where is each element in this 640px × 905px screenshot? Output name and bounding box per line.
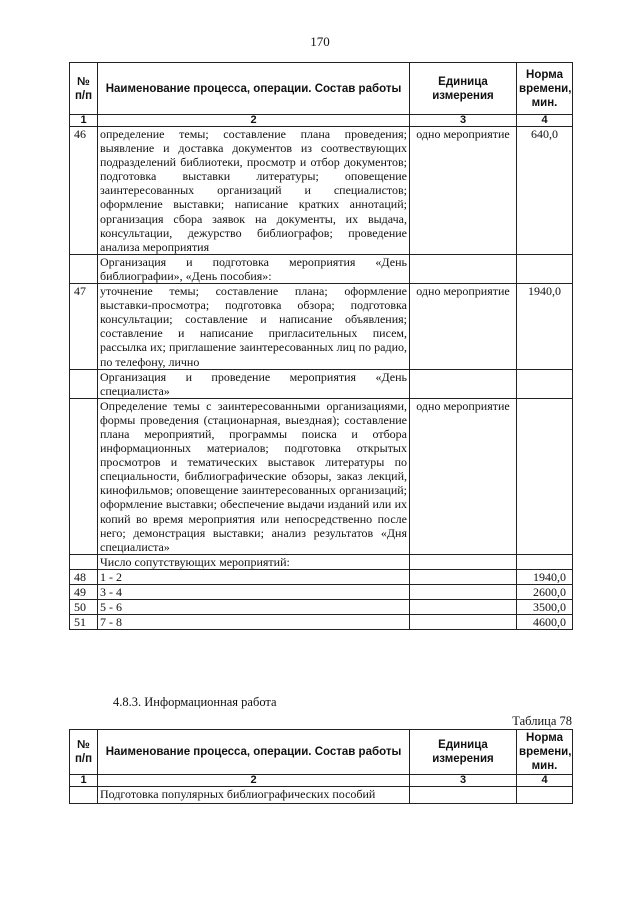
section-heading-specialist: Организация и проведение мероприятия «День специалиста» — [98, 369, 410, 398]
row-norm: 1940,0 — [517, 569, 573, 584]
row-number: 51 — [70, 615, 98, 630]
empty-cell — [410, 585, 517, 600]
row-norm: 1940,0 — [517, 284, 573, 370]
row-number: 46 — [70, 127, 98, 255]
empty-cell — [517, 398, 573, 554]
row-unit: одно мероприятие — [410, 398, 517, 554]
col-number: 2 — [98, 775, 410, 787]
col-number: 4 — [517, 115, 573, 127]
row-norm: 3500,0 — [517, 600, 573, 615]
empty-cell — [70, 369, 98, 398]
header-norm: Норма времени, мин. — [517, 730, 573, 775]
table-row-48 — [70, 569, 573, 584]
col-number: 2 — [98, 115, 410, 127]
section-row-count — [70, 554, 573, 569]
empty-cell — [410, 569, 517, 584]
row-number: 47 — [70, 284, 98, 370]
empty-cell — [410, 254, 517, 283]
empty-cell — [410, 554, 517, 569]
header-norm: Норма времени, мин. — [517, 63, 573, 115]
table-caption: Таблица 78 — [512, 714, 572, 728]
empty-cell — [410, 787, 517, 804]
table-row-47 — [70, 284, 573, 370]
col-number: 3 — [410, 115, 517, 127]
col-number: 1 — [70, 115, 98, 127]
empty-cell — [517, 254, 573, 283]
empty-cell — [410, 600, 517, 615]
row-description: 3 - 4 — [98, 585, 410, 600]
row-norm: 640,0 — [517, 127, 573, 255]
section-heading-count: Число сопутствующих мероприятий: — [98, 554, 410, 569]
header-row — [70, 63, 573, 115]
row-unit: одно мероприятие — [410, 284, 517, 370]
empty-cell — [70, 787, 98, 804]
norms-table-78 — [69, 729, 573, 804]
empty-cell — [517, 787, 573, 804]
empty-cell — [410, 369, 517, 398]
row-description: 1 - 2 — [98, 569, 410, 584]
row-description: определение темы; составление плана проведения; выявление и доставка документов из соотвествующих подразделений библиотеки, просмотр и отбор документов; подготовка выставки литературы; оповещение заинтересованных организаций и специалистов; оформление выставки; написание кратких аннотаций; организация сбора заявок на документы, их выдача, консультации, дежурство библиографов; проведение анализа мероприятия — [98, 127, 410, 255]
row-description: Подготовка популярных библиографических пособий — [98, 787, 410, 804]
header-num: № п/п — [70, 730, 98, 775]
section-heading-biblio: Организация и подготовка мероприятия «День библиографии», «День пособия»: — [98, 254, 410, 283]
column-number-row — [70, 115, 573, 127]
header-unit: Единица измерения — [410, 63, 517, 115]
row-description: Определение темы с заинтересованными организациями, формы проведения (стационарная, выездная); составление плана мероприятий, программы поиска и отбора информационных материалов; подготовка открытых просмотров и тематических выставок литературы по специальности, библиографические обзоры, заказ лекций, кинофильмов; оповещение заинтересованных организаций; оформление выставки; обеспечение выдачи изданий или их копий во время мероприятия или непосредственно после него; демонстрация выставки; анализ результатов «Дня специалиста» — [98, 398, 410, 554]
section-row-biblio — [70, 254, 573, 283]
empty-cell — [410, 615, 517, 630]
row-number: 48 — [70, 569, 98, 584]
table-row-specialist — [70, 398, 573, 554]
section-row-specialist — [70, 369, 573, 398]
section-heading-info-work: 4.8.3. Информационная работа — [113, 695, 277, 709]
empty-cell — [70, 254, 98, 283]
table-row-51 — [70, 615, 573, 630]
table-row-50 — [70, 600, 573, 615]
header-unit: Единица измерения — [410, 730, 517, 775]
col-number: 1 — [70, 775, 98, 787]
page-number: 170 — [310, 34, 330, 49]
row-unit: одно мероприятие — [410, 127, 517, 255]
header-name: Наименование процесса, операции. Состав работы — [98, 63, 410, 115]
table-row-46 — [70, 127, 573, 255]
col-number: 3 — [410, 775, 517, 787]
column-number-row — [70, 775, 573, 787]
table-row — [70, 787, 573, 804]
col-number: 4 — [517, 775, 573, 787]
row-norm: 4600,0 — [517, 615, 573, 630]
empty-cell — [517, 369, 573, 398]
empty-cell — [70, 398, 98, 554]
header-row — [70, 730, 573, 775]
empty-cell — [517, 554, 573, 569]
header-name: Наименование процесса, операции. Состав работы — [98, 730, 410, 775]
table-row-49 — [70, 585, 573, 600]
empty-cell — [70, 554, 98, 569]
row-description: 7 - 8 — [98, 615, 410, 630]
row-description: 5 - 6 — [98, 600, 410, 615]
row-number: 50 — [70, 600, 98, 615]
row-description: уточнение темы; составление плана; оформление выставки-просмотра; подготовка обзора; подготовка консультации; составление и написание объявления; составление и написание пригласительных писем, рассылка их; приглашение заинтересованных лиц по радио, по телефону, лично — [98, 284, 410, 370]
row-norm: 2600,0 — [517, 585, 573, 600]
header-num: № п/п — [70, 63, 98, 115]
norms-table-77 — [69, 62, 573, 630]
row-number: 49 — [70, 585, 98, 600]
